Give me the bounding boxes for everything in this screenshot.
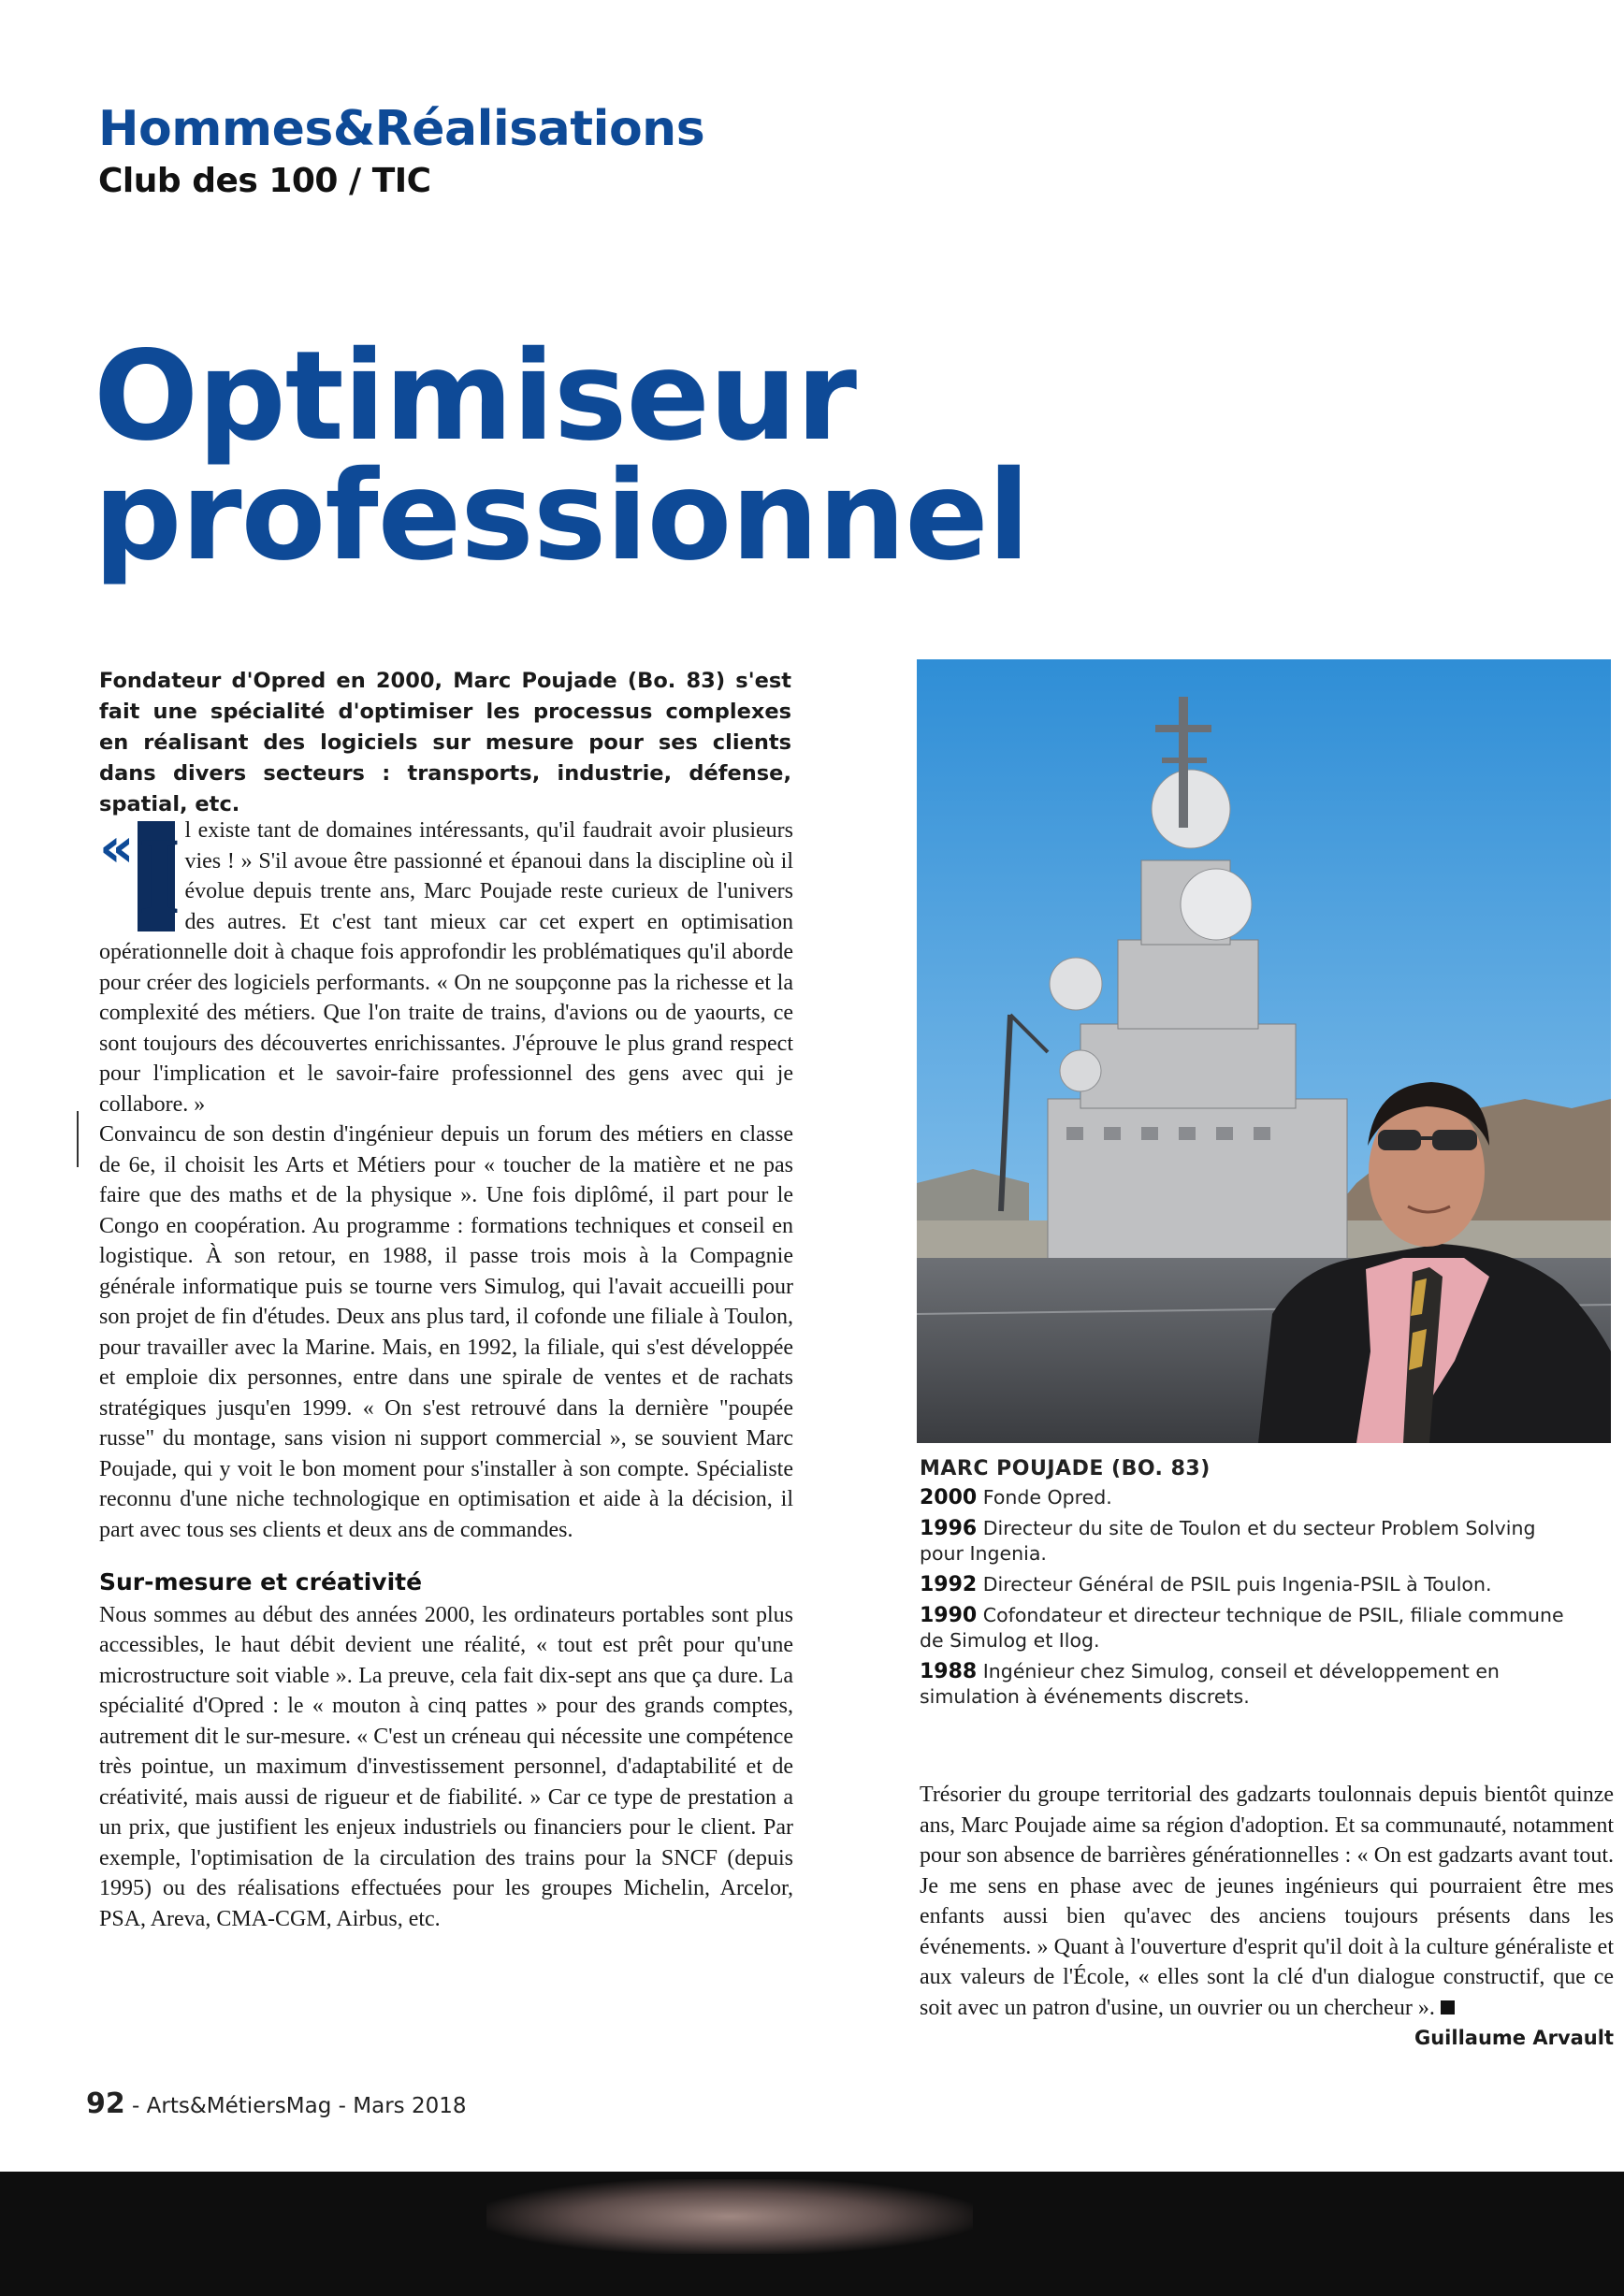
caption-name: MARC POUJADE (BO. 83) <box>920 1457 1211 1480</box>
paragraph-right <box>920 1780 1614 2049</box>
caption-text: Fonde Opred. <box>982 1486 1112 1509</box>
opening-quote-mark: « <box>99 816 135 879</box>
end-mark-icon <box>1441 2000 1455 2014</box>
paragraph-right-text: Trésorier du groupe territorial des gadzarts toulonnais depuis bientôt quinze ans, Marc Poujade aime sa région d'adoption. Et sa communauté, notamment pour son absence de barrières générationnelles : « On est gadzarts avant tout. Je me sens en phase avec de jeunes ingénieurs qui pourraient être mes enfants aussi bien qu'avec des anciens toujours présents dans les événements. » Quant à l'ouverture d'esprit qu'il doit à la culture généraliste et aux valeurs de l'École, « elles sont la clé d'un dialogue constructif, que ce soit avec un patron d'usine, un ouvrier ou un chercheur ». <box>920 1783 1614 2020</box>
photo-caption <box>920 1456 1574 1715</box>
caption-item <box>920 1516 1574 1567</box>
caption-year: 1988 <box>920 1660 978 1683</box>
caption-item <box>920 1659 1574 1710</box>
drop-cap-letter: I <box>138 815 181 937</box>
drop-cap <box>138 815 181 937</box>
caption-item <box>920 1603 1574 1653</box>
headline-line-2: professionnel <box>94 444 1030 588</box>
article-column-left <box>99 816 793 1934</box>
rubric-title: Hommes&Réalisations <box>98 101 705 157</box>
caption-item <box>920 1485 1574 1510</box>
caption-text: Directeur Général de PSIL puis Ingenia-PSIL à Toulon. <box>982 1573 1492 1596</box>
paragraph-1: l existe tant de domaines intéressants, qu'il faudrait avoir plusieurs vies ! » S'il avoue être passionné et épanoui dans la discipline où il évolue depuis trente ans, Marc Poujade reste curieux de l'univers des autres. Et c'est tant mieux car cet expert en optimisation opérationnelle doit à chaque fois approfondir les problématiques qu'il aborde pour créer des logiciels performants. « On ne soupçonne pas la richesse et la complexité des métiers. Que l'on traite de trains, d'avions ou de yaourts, ce sont toujours des découvertes enrichissantes. J'éprouve le plus grand respect pour l'implication et le savoir-faire professionnel des gens avec qui je collabore. » <box>99 818 793 1117</box>
section-rubric <box>98 103 704 200</box>
caption-text: Ingénieur chez Simulog, conseil et développement en simulation à événements discrets. <box>920 1660 1500 1708</box>
caption-year: 1996 <box>920 1517 978 1540</box>
portrait-photo <box>917 659 1611 1443</box>
section-subheading: Sur-mesure et créativité <box>99 1568 423 1596</box>
headline-line-1: Optimiseur <box>94 325 856 469</box>
caption-text: Directeur du site de Toulon et du secteur Problem Solving pour Ingenia. <box>920 1517 1536 1565</box>
paragraph-2: Convaincu de son destin d'ingénieur depuis un forum des métiers en classe de 6e, il choisit les Arts et Métiers pour « toucher de la matière et ne pas faire que des maths et de la physique ». Une fois diplômé, il part pour le Congo en coopération. Au programme : formations techniques et conseil en logistique. À son retour, en 1988, il passe trois mois à la Compagnie générale informatique puis se tourne vers Simulog, qui l'avait accueilli pour son projet de fin d'études. Deux ans plus tard, il cofonde une filiale à Toulon, pour travailler avec la Marine. Mais, en 1992, la filiale, qui s'est développée et emploie dix personnes, entre dans une spirale de ventes et de rachats stratégiques jusqu'en 1999. « On s'est retrouvé dans la dernière "poupée russe" du montage, sans vision ni support commercial », se souvient Marc Poujade, qui y voit le bon moment pour s'installer à son compte. Spécialiste reconnu d'une niche technologique en optimisation et aide à la décision, il part avec tous ses clients et deux ans de commandes. <box>99 1122 793 1542</box>
caption-year: 2000 <box>920 1486 978 1509</box>
article-column-right <box>920 1780 1614 2054</box>
page-number: 92 <box>86 2087 125 2120</box>
page-footer <box>86 2087 466 2120</box>
rubric-subtitle: Club des 100 / TIC <box>98 162 431 201</box>
article-headline <box>94 325 1030 588</box>
scan-finger-blur <box>486 2179 973 2254</box>
author-byline: Guillaume Arvault <box>1414 2027 1614 2049</box>
paragraph-3: Nous sommes au début des années 2000, les ordinateurs portables sont plus accessibles, le haut débit devient une réalité, « tout est prêt pour qu'une microstructure soit viable ». La preuve, cela fait dix-sept ans que ça dure. La spécialité d'Opred : le « mouton à cinq pattes » pour des grands comptes, autrement dit le sur-mesure. « C'est un créneau qui nécessite une compétence très pointue, un maximum d'investissement personnel, d'adaptabilité et de créativité, mais aussi de rigueur et de fiabilité. » Car ce type de prestation a un prix, que justifient les enjeux industriels ou financiers pour le client. Par exemple, l'optimisation de la circulation des trains pour la SNCF (depuis 1995) ou des réalisations effectuées pour les groupes Michelin, Arcelor, PSA, Areva, CMA-CGM, Airbus, etc. <box>99 1602 793 1931</box>
margin-rule <box>77 1111 79 1167</box>
caption-year: 1992 <box>920 1573 978 1596</box>
caption-text: Cofondateur et directeur technique de PSIL, filiale commune de Simulog et Ilog. <box>920 1604 1564 1652</box>
caption-item <box>920 1572 1574 1597</box>
caption-year: 1990 <box>920 1604 978 1627</box>
footer-text: - Arts&MétiersMag - Mars 2018 <box>124 2094 467 2118</box>
article-lead: Fondateur d'Opred en 2000, Marc Poujade (Bo. 83) s'est fait une spécialité d'optimiser les processus complexes en réalisant des logiciels sur mesure pour ses clients dans divers secteurs : transports, industrie, défense, spatial, etc. <box>99 669 791 816</box>
